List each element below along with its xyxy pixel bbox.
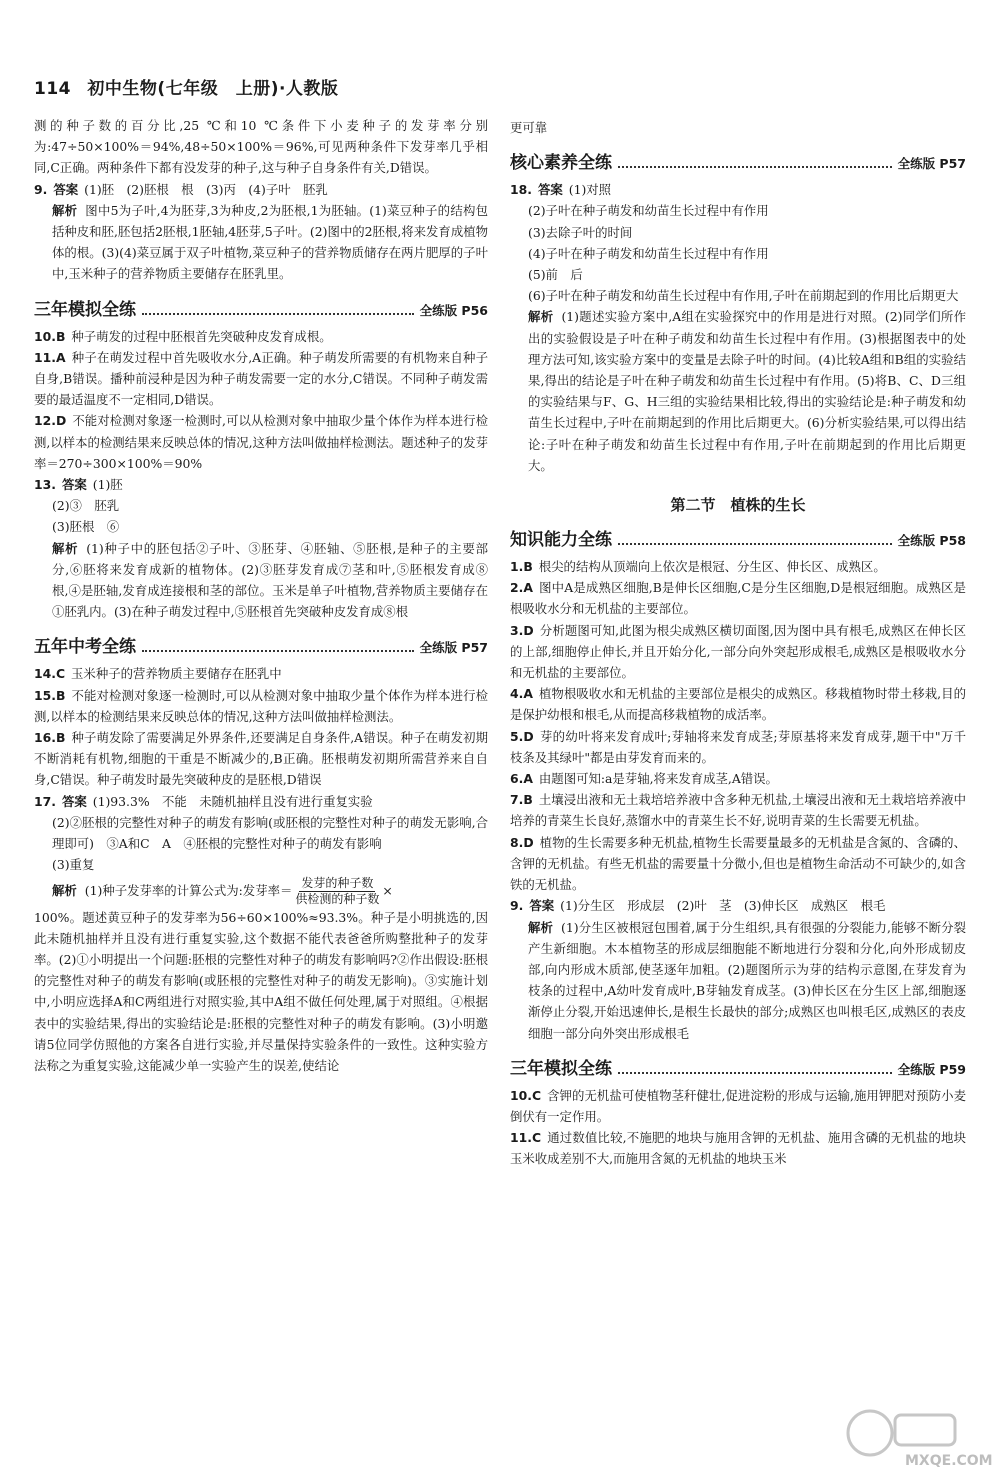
answer-number: 9. — [34, 181, 48, 197]
analysis-paragraph — [34, 538, 488, 623]
analysis-tag: 解析 — [528, 919, 554, 935]
answer-item — [34, 663, 488, 684]
section-title: 三年模拟全练 — [34, 299, 136, 320]
paragraph: 100%。题述黄豆种子的发芽率为56÷60×100%≈93.3%。种子是小明挑选的,因此未随机抽样并且没有进行重复实验,这个数据不能代表爸爸所购整批种子的发芽率。(2)①小明提出一个问题:胚根的完整性对种子的萌发有影响吗?②作出假设:胚根的完整性对种子的萌发有影响(或胚根的完整性对种子的萌发无影响)。③实施计划中,小明应选择A和C两组进行对照实验,其中A组不做任何处理,属于对照组。④根据表中的实验结果,得出的实验结论是:胚根的完整性对种子的萌发有影响。(3)小明邀请5位同学仿照他的方案各自进行实验,并尽量保持实验条件的一致性。这种实验方法称之为重复实验,这能减少单一实验产生的误差,使结论 — [34, 909, 488, 1073]
analysis-tag: 解析 — [528, 309, 554, 325]
section-title: 三年模拟全练 — [510, 1058, 612, 1079]
answer-item — [34, 685, 488, 727]
answer-text: 不能对检测对象逐一检测时,可以从检测对象中抽取少量个体作为样本进行检测,以样本的检测结果来反映总体的情况,这种方法叫做抽样检测法。题述种子的发芽率＝270÷300×100%＝90% — [34, 413, 488, 471]
answer-number: 6.A — [510, 771, 533, 787]
answer-text: (1)对照 — [568, 182, 612, 198]
answer-subline: (3)去除子叶的时间 — [528, 224, 633, 240]
answer-text: (1)胚 (2)胚根 根 (3)丙 (4)子叶 胚乳 — [84, 181, 328, 197]
answer-number: 3.D — [510, 622, 534, 638]
answer-item — [510, 832, 966, 896]
section-page-ref: 全练版 P58 — [897, 533, 966, 549]
section-heading — [510, 1054, 966, 1079]
analysis-tag: 解析 — [52, 202, 78, 218]
answer-item — [34, 791, 488, 812]
section-page-ref: 全练版 P57 — [897, 156, 966, 172]
answer-text: 通过数值比较,不施肥的地块与施用含钾的无机盐、施用含磷的无机盐的地块玉米收成差别不大,而施用含氮的无机盐的地块玉米 — [510, 1130, 966, 1167]
fraction-denominator: 供检测的种子数 — [295, 891, 380, 906]
dotted-leader — [142, 313, 414, 315]
answer-number: 14.C — [34, 666, 66, 682]
answer-number: 7.B — [510, 792, 533, 808]
left-column — [34, 115, 488, 1076]
answer-text: (1)93.3% 不能 未随机抽样且没有进行重复实验 — [92, 793, 373, 809]
answer-item — [34, 179, 488, 200]
answer-number: 10.B — [34, 328, 66, 344]
answer-item — [510, 895, 966, 916]
answer-tag: 答案 — [61, 793, 87, 809]
answer-item — [34, 326, 488, 347]
answer-number: 18. — [510, 182, 532, 198]
dotted-leader — [618, 166, 892, 168]
answer-item — [510, 556, 966, 577]
formula-line — [34, 876, 488, 907]
page-header — [34, 74, 974, 99]
answer-subline: (5)前 后 — [528, 267, 583, 283]
analysis-paragraph — [34, 200, 488, 285]
answer-text: (1)分生区 形成层 (2)叶 茎 (3)伸长区 成熟区 根毛 — [560, 898, 886, 914]
answer-subline: (2)③ 胚乳 — [52, 498, 120, 514]
analysis-text: 图中5为子叶,4为胚芽,3为种皮,2为胚根,1为胚轴。(1)菜豆种子的结构包括种皮和胚,胚包括2胚根,1胚轴,4胚芽,5子叶。(2)图中的2胚根,将来发育成植物体的根。(3)(4)菜豆属于双子叶植物,菜豆种子的营养物质储存在两片肥厚的子叶中,玉米种子的营养物质主要储存在胚乳里。 — [52, 202, 488, 282]
right-column — [510, 117, 966, 1170]
answer-number: 4.A — [510, 686, 533, 702]
answer-item — [34, 410, 488, 474]
section-page-ref: 全练版 P57 — [419, 640, 488, 656]
answer-number: 1.B — [510, 559, 533, 575]
answer-text: 不能对检测对象逐一检测时,可以从检测对象中抽取少量个体作为样本进行检测,以样本的检测结果来反映总体的情况,这种方法叫做抽样检测法。 — [34, 687, 488, 724]
answer-subline: (6)子叶在种子萌发和幼苗生长过程中有作用,子叶在前期起到的作用比后期更大 — [528, 288, 959, 304]
page-number: 114 — [34, 79, 71, 99]
answer-item — [510, 726, 966, 768]
formula-prefix: (1)种子发芽率的计算公式为:发芽率＝ — [84, 882, 293, 898]
answer-item — [510, 1085, 966, 1127]
answer-text: 含钾的无机盐可使植物茎秆健壮,促进淀粉的形成与运输,施用钾肥对预防小麦倒伏有一定作用。 — [510, 1087, 966, 1124]
answer-number: 11.A — [34, 349, 66, 365]
analysis-text: (1)分生区被根冠包围着,属于分生组织,具有很强的分裂能力,能够不断分裂产生新细胞。木本植物茎的形成层细胞能不断地进行分裂和分化,向外形成韧皮部,向内形成木质部,使茎逐年加粗。(2)题图所示为芽的结构示意图,在芽发育为枝条的过程中,A幼叶发育成叶,B芽轴发育成茎。(3)伸长区在分生区上部,细胞逐渐停止分裂,开始迅速伸长,是根生长最快的部分;成熟区也叫根毛区,成熟区的表皮细胞一部分向外突出形成根毛 — [528, 919, 967, 1041]
answer-number: 12.D — [34, 413, 67, 429]
germination-fraction — [295, 876, 379, 907]
answer-number: 5.D — [510, 728, 534, 744]
answer-item — [510, 577, 966, 619]
analysis-text: (1)种子中的胚包括②子叶、③胚芽、④胚轴、⑤胚根,是种子的主要部分,⑥胚将来发育成新的植物体。(2)③胚芽发育成⑦茎和叶,⑤胚根发育成⑧根,④是胚轴,发育成连接根和茎的部位。玉米是单子叶植物,营养物质主要储存在①胚乳内。(3)在种子萌发过程中,⑤胚根首先突破种皮发育成⑧根 — [52, 540, 488, 620]
answer-item — [510, 620, 966, 684]
answer-number: 11.C — [510, 1130, 542, 1146]
answer-text: 根尖的结构从顶端向上依次是根冠、分生区、伸长区、成熟区。 — [538, 559, 886, 575]
paragraph: 测的种子数的百分比,25 ℃和10 ℃条件下小麦种子的发芽率分别为:47÷50×100%＝94%,48÷50×100%＝96%,可见两种条件下发芽率几乎相同,C正确。两种条件下都有没发芽的种子,这与种子自身条件有关,D错误。 — [34, 118, 488, 176]
answer-text: 种子萌发的过程中胚根首先突破种皮发育成根。 — [71, 328, 332, 344]
analysis-paragraph — [510, 917, 966, 1044]
answer-text: 种子在萌发过程中首先吸收水分,A正确。种子萌发所需要的有机物来自种子自身,B错误。播种前浸种是因为种子萌发需要一定的水分,C错误。不同种子萌发需要的最适温度不一定相同,D错误。 — [34, 349, 488, 408]
watermark-text: MXQE.COM — [905, 1453, 993, 1469]
chapter-title: 第二节 植株的生长 — [670, 496, 806, 515]
section-heading — [510, 148, 966, 173]
answer-text: 种子萌发除了需要满足外界条件,还要满足自身条件,A错误。种子在萌发初期不断消耗有机物,细胞的干重是不断减少的,B正确。胚根萌发初期所需营养来自自身,C错误。种子萌发时最先突破种皮的是胚根,D错误 — [34, 730, 488, 788]
answer-text: 植物的生长需要多种无机盐,植物生长需要量最多的无机盐是含氮的、含磷的、含钾的无机盐。有些无机盐的需要量十分微小,但也是植物生命活动不可缺少的,如含铁的无机盐。 — [510, 834, 966, 893]
section-title: 五年中考全练 — [34, 637, 136, 658]
section-page-ref: 全练版 P59 — [897, 1061, 966, 1077]
dotted-leader — [618, 1072, 892, 1074]
section-heading — [34, 632, 488, 657]
section-heading — [510, 525, 966, 550]
answer-text: 分析题图可知,此图为根尖成熟区横切面图,因为图中具有根毛,成熟区在伸长区的上部,细胞停止伸长,并且开始分化,一部分向外突起形成根毛,成熟区是根吸收水分和无机盐的主要部位。 — [510, 622, 966, 681]
answer-text: 土壤浸出液和无土栽培培养液中含多种无机盐,土壤浸出液和无土栽培培养液中培养的青菜生长良好,蒸馏水中的青菜生长不好,说明青菜的生长需要无机盐。 — [510, 792, 966, 829]
answer-number: 2.A — [510, 580, 533, 596]
answer-number: 9. — [510, 898, 524, 914]
answer-number: 15.B — [34, 687, 66, 703]
answer-subline: (3)重复 — [52, 857, 95, 873]
answer-number: 17. — [34, 793, 56, 809]
analysis-paragraph — [510, 306, 966, 476]
dotted-leader — [142, 650, 414, 652]
answer-item — [510, 1127, 966, 1169]
watermark-logo-icon — [840, 1403, 993, 1473]
book-title: 初中生物(七年级 上册)·人教版 — [87, 79, 339, 99]
fraction-numerator: 发芽的种子数 — [301, 875, 374, 890]
answer-text: 植物根吸收水和无机盐的主要部位是根尖的成熟区。移栽植物时带土移栽,目的是保护幼根和根毛,从而提高移栽植物的成活率。 — [510, 686, 966, 723]
answer-tag: 答案 — [61, 477, 87, 493]
dotted-leader — [618, 543, 892, 545]
analysis-tag: 解析 — [52, 540, 79, 556]
answer-subline: (2)②胚根的完整性对种子的萌发有影响(或胚根的完整性对种子的萌发无影响,合理即可) ③A和C A ④胚根的完整性对种子的萌发有影响 — [52, 814, 488, 852]
answer-item — [34, 474, 488, 495]
answer-text: 芽的幼叶将来发育成叶;芽轴将来发育成茎;芽原基将来发育成芽,题干中"万千枝条及其绿叶"都是由芽发育而来的。 — [510, 728, 966, 765]
section-title: 核心素养全练 — [510, 153, 612, 174]
paragraph: 更可靠 — [510, 120, 548, 135]
answer-item — [510, 768, 966, 789]
answer-subline: (3)胚根 ⑥ — [52, 519, 120, 535]
answer-text: 由题图可知:a是芽轴,将来发育成茎,A错误。 — [538, 771, 778, 787]
answer-item — [34, 727, 488, 791]
answer-number: 8.D — [510, 834, 534, 850]
section-title: 知识能力全练 — [510, 530, 612, 551]
answer-tag: 答案 — [53, 181, 79, 197]
answer-item — [510, 789, 966, 831]
answer-number: 16.B — [34, 730, 66, 746]
answer-subline: (2)子叶在种子萌发和幼苗生长过程中有作用 — [528, 203, 769, 219]
analysis-text: (1)题述实验方案中,A组在实验探究中的作用是进行对照。(2)同学们所作出的实验假设是子叶在种子萌发和幼苗生长过程中有作用。(3)根据图表中的处理方法可知,该实验方案中的变量是去除子叶的时间。(4)比较A组和B组的实验结果,得出的结论是子叶在种子萌发和幼苗生长过程中有作用。(5)将B、C、D三组的实验结果与F、G、H三组的实验结果相比较,得出的实验结论是:种子萌发和幼苗生长过程中,子叶在前期起到的作用比后期更大。(6)分析实验结果,可以得出结论:子叶在种子萌发和幼苗生长过程中有作用,子叶在前期起到的作用比后期更大。 — [528, 309, 967, 473]
answer-item — [34, 347, 488, 411]
answer-tag: 答案 — [529, 898, 555, 914]
analysis-tag: 解析 — [52, 882, 77, 898]
answer-number: 13. — [34, 477, 56, 493]
answer-item — [510, 683, 966, 725]
formula-suffix: × — [382, 882, 393, 898]
answer-subline: (4)子叶在种子萌发和幼苗生长过程中有作用 — [528, 245, 769, 261]
answer-text: 玉米种子的营养物质主要储存在胚乳中 — [71, 666, 282, 682]
section-page-ref: 全练版 P56 — [419, 302, 488, 318]
answer-item — [510, 179, 966, 200]
answer-tag: 答案 — [537, 182, 563, 198]
answer-number: 10.C — [510, 1087, 542, 1103]
answer-text: 图中A是成熟区细胞,B是伸长区细胞,C是分生区细胞,D是根冠细胞。成熟区是根吸收水分和无机盐的主要部位。 — [510, 580, 966, 617]
answer-text: (1)胚 — [92, 477, 123, 493]
section-heading — [34, 295, 488, 320]
